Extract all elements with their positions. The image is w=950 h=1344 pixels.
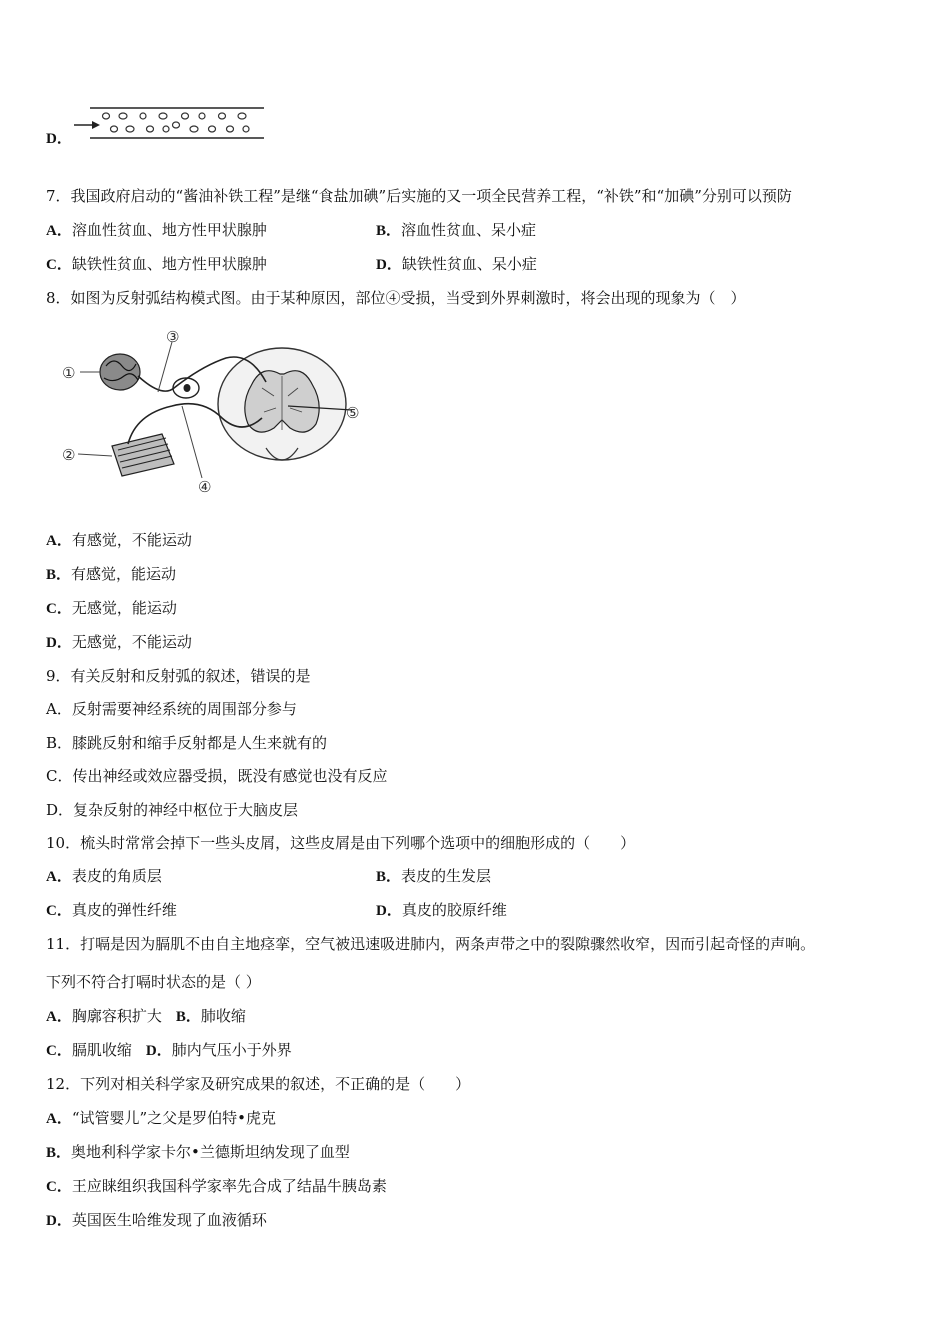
q7-option-a bbox=[46, 220, 267, 241]
q8-stem: 8．如图为反射弧结构模式图。由于某种原因，部位④受损，当受到外界刺激时，将会出现的现象为（ ） bbox=[46, 289, 746, 307]
q9-option-a bbox=[46, 699, 297, 719]
option-text: 膝跳反射和缩手反射都是人生来就有的 bbox=[72, 734, 328, 752]
option-text: 肺内气压小于外界 bbox=[171, 1041, 292, 1059]
option-label: A． bbox=[46, 223, 72, 239]
option-label: D． bbox=[46, 801, 74, 819]
option-label: C． bbox=[46, 1179, 72, 1195]
option-label: B． bbox=[46, 567, 72, 583]
option-label: B． bbox=[46, 734, 73, 752]
q12-option-c bbox=[46, 1176, 387, 1197]
option-label: D． bbox=[46, 131, 72, 147]
q7-option-b bbox=[376, 220, 536, 241]
q10-option-d bbox=[376, 900, 507, 921]
label-3: ③ bbox=[166, 328, 180, 346]
q9-option-c bbox=[46, 766, 388, 786]
option-label: C． bbox=[46, 601, 72, 617]
option-text: 表皮的生发层 bbox=[401, 867, 492, 885]
option-text: 传出神经或效应器受损，既没有感觉也没有反应 bbox=[72, 767, 388, 785]
q12-stem: 12．下列对相关科学家及研究成果的叙述，不正确的是（ ） bbox=[46, 1075, 471, 1093]
option-label: D． bbox=[145, 1043, 172, 1059]
option-text: 英国医生哈维发现了血液循环 bbox=[71, 1211, 267, 1229]
option-label: A． bbox=[46, 1111, 72, 1127]
option-label: C． bbox=[46, 1043, 72, 1059]
option-label: A． bbox=[46, 533, 72, 549]
q6-option-d bbox=[46, 128, 72, 149]
q11-options-row2 bbox=[46, 1040, 292, 1061]
label-4: ④ bbox=[198, 478, 212, 496]
option-text: 王应睐组织我国科学家率先合成了结晶牛胰岛素 bbox=[71, 1177, 387, 1195]
blood-vessel-figure bbox=[72, 104, 268, 144]
option-text: 溶血性贫血、地方性甲状腺肿 bbox=[71, 221, 267, 239]
option-label: C． bbox=[46, 257, 72, 273]
option-label: A． bbox=[46, 869, 72, 885]
q12-option-b bbox=[46, 1142, 350, 1163]
option-label: C． bbox=[46, 767, 73, 785]
option-label: A． bbox=[46, 700, 72, 718]
option-text: 无感觉，能运动 bbox=[71, 599, 177, 617]
label-5: ⑤ bbox=[346, 404, 360, 422]
option-label: D． bbox=[376, 903, 402, 919]
option-text: 肺收缩 bbox=[200, 1007, 246, 1025]
effector-shape bbox=[112, 434, 174, 476]
option-text: 缺铁性贫血、地方性甲状腺肿 bbox=[71, 255, 267, 273]
q10-option-c bbox=[46, 900, 177, 921]
option-label: A． bbox=[46, 1009, 72, 1025]
option-label: D． bbox=[46, 1213, 72, 1229]
q8-option-b bbox=[46, 564, 176, 585]
q11-options-row1 bbox=[46, 1006, 246, 1027]
option-text: 有感觉，能运动 bbox=[71, 565, 177, 583]
q9-option-d bbox=[46, 800, 298, 820]
option-text: 反射需要神经系统的周围部分参与 bbox=[71, 700, 297, 718]
q10-option-b bbox=[376, 866, 491, 887]
q7-stem: 7．我国政府启动的“酱油补铁工程”是继“食盐加碘”后实施的又一项全民营养工程，“补铁”和“加碘”分别可以预防 bbox=[46, 187, 792, 205]
option-label: C． bbox=[46, 903, 72, 919]
q11-stem-line1: 11．打嗝是因为膈肌不由自主地痉挛，空气被迅速吸进肺内，两条声带之中的裂隙骤然收窄，因而引起奇怪的声响。 bbox=[46, 935, 816, 953]
label-2: ② bbox=[62, 446, 76, 464]
q9-stem: 9．有关反射和反射弧的叙述，错误的是 bbox=[46, 667, 311, 685]
option-text: 膈肌收缩 bbox=[71, 1041, 132, 1059]
option-text: 奥地利科学家卡尔•兰德斯坦纳发现了血型 bbox=[71, 1143, 350, 1161]
option-label: D． bbox=[46, 635, 72, 651]
option-text: 无感觉，不能运动 bbox=[71, 633, 192, 651]
option-text: 真皮的胶原纤维 bbox=[401, 901, 507, 919]
q12-option-d bbox=[46, 1210, 267, 1231]
option-text: 真皮的弹性纤维 bbox=[71, 901, 177, 919]
q8-option-a bbox=[46, 530, 192, 551]
option-text: 缺铁性贫血、呆小症 bbox=[401, 255, 537, 273]
option-text: “试管婴儿”之父是罗伯特•虎克 bbox=[71, 1109, 277, 1127]
option-label: B． bbox=[175, 1009, 201, 1025]
option-text: 有感觉，不能运动 bbox=[71, 531, 192, 549]
q9-option-b bbox=[46, 733, 327, 753]
q11-stem-line2: 下列不符合打嗝时状态的是（ ） bbox=[46, 973, 261, 991]
q10-stem: 10．梳头时常常会掉下一些头皮屑，这些皮屑是由下列哪个选项中的细胞形成的（ ） bbox=[46, 834, 636, 852]
option-label: B． bbox=[46, 1145, 72, 1161]
q8-option-d bbox=[46, 632, 192, 653]
label-1: ① bbox=[62, 364, 76, 382]
option-text: 溶血性贫血、呆小症 bbox=[401, 221, 537, 239]
q7-option-d bbox=[376, 254, 537, 275]
option-text: 表皮的角质层 bbox=[71, 867, 162, 885]
q7-option-c bbox=[46, 254, 267, 275]
reflex-arc-figure bbox=[52, 326, 364, 500]
q12-option-a bbox=[46, 1108, 276, 1129]
receptor-shape bbox=[100, 354, 140, 390]
option-label: B． bbox=[376, 223, 402, 239]
q10-option-a bbox=[46, 866, 162, 887]
option-label: B． bbox=[376, 869, 402, 885]
option-label: D． bbox=[376, 257, 402, 273]
option-text: 复杂反射的神经中枢位于大脑皮层 bbox=[73, 801, 299, 819]
q8-option-c bbox=[46, 598, 177, 619]
option-text: 胸廓容积扩大 bbox=[71, 1007, 162, 1025]
